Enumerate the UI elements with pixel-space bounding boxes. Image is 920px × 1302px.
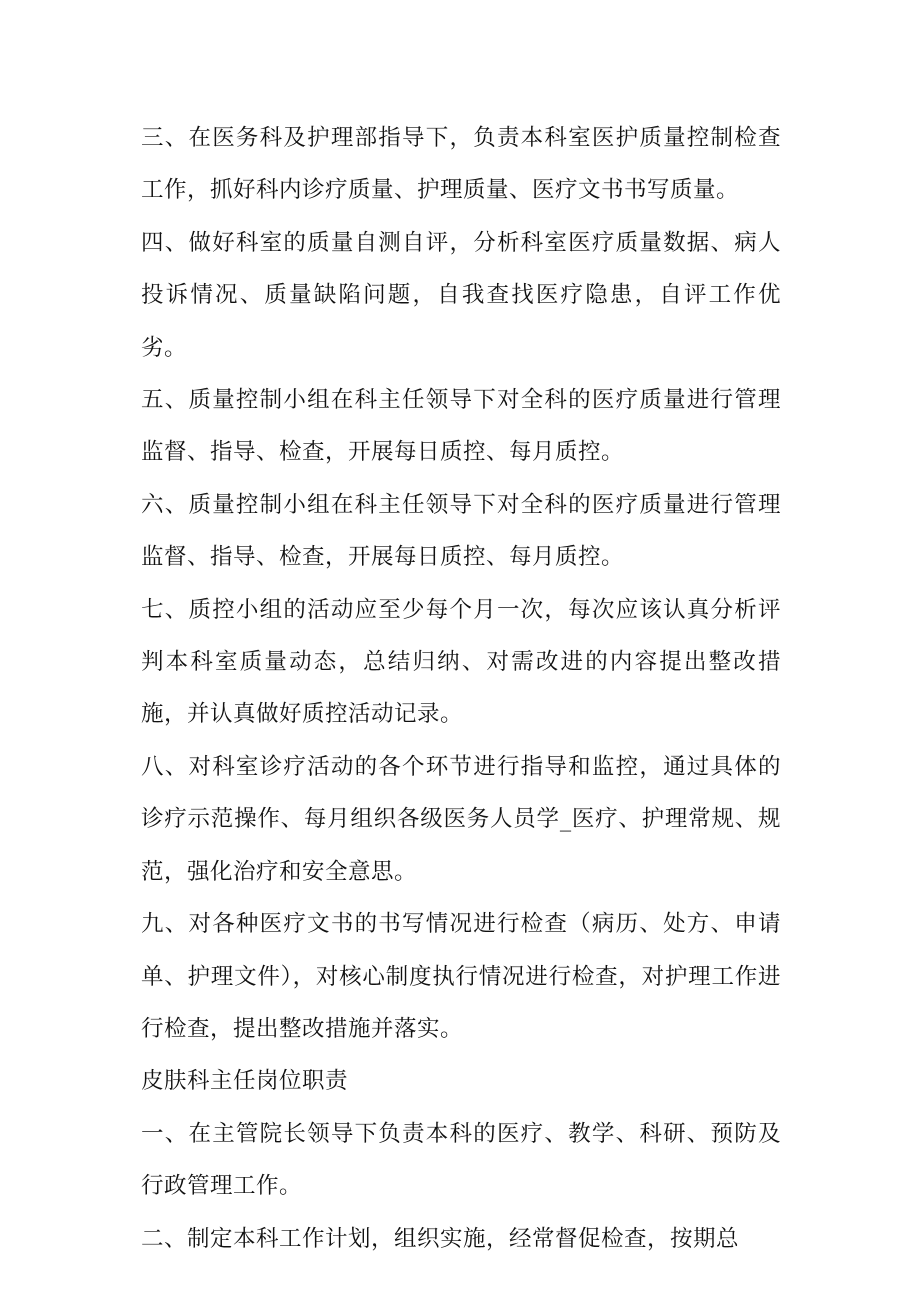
section-paragraph-1: 一、在主管院长领导下负责本科的医疗、教学、科研、预防及行政管理工作。 [141, 1120, 781, 1200]
paragraph-4: 四、做好科室的质量自测自评，分析科室医疗质量数据、病人投诉情况、质量缺陷问题，自我查找医疗隐患，自评工作优劣。 [141, 229, 781, 361]
paragraph-3: 三、在医务科及护理部指导下，负责本科室医护质量控制检查工作，抓好科内诊疗质量、护理质量、医疗文书书写质量。 [141, 125, 781, 204]
section-paragraph-2: 二、制定本科工作计划，组织实施，经常督促检查，按期总 [141, 1225, 740, 1252]
section-title: 皮肤科主任岗位职责 [141, 1068, 349, 1095]
document-body [141, 112, 781, 1265]
paragraph-7: 七、质控小组的活动应至少每个月一次，每次应该认真分析评判本科室质量动态，总结归纳、对需改进的内容提出整改措施，并认真做好质控活动记录。 [141, 596, 781, 728]
paragraph-9: 九、对各种医疗文书的书写情况进行检查（病历、处方、申请单、护理文件），对核心制度执行情况进行检查，对护理工作进行检查，提出整改措施并落实。 [141, 911, 781, 1042]
paragraph-8: 八、对科室诊疗活动的各个环节进行指导和监控，通过具体的诊疗示范操作、每月组织各级医务人员学_医疗、护理常规、规范，强化治疗和安全意思。 [141, 753, 781, 885]
paragraph-6: 六、质量控制小组在科主任领导下对全科的医疗质量进行管理监督、指导、检查，开展每日质控、每月质控。 [141, 491, 781, 571]
paragraph-5: 五、质量控制小组在科主任领导下对全科的医疗质量进行管理监督、指导、检查，开展每日质控、每月质控。 [141, 387, 781, 466]
